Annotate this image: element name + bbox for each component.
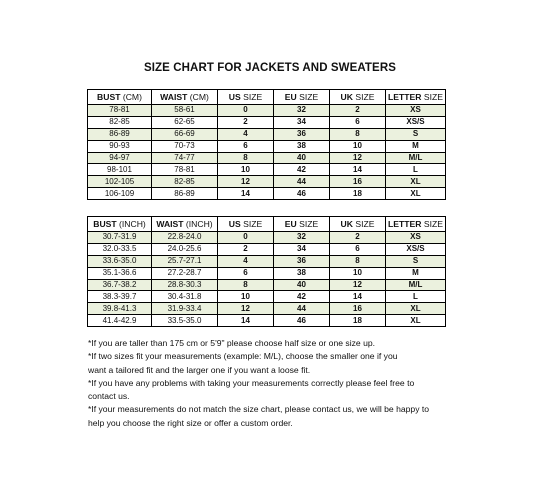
table-row xyxy=(88,291,446,303)
column-header-bold: US xyxy=(228,92,241,102)
table-row xyxy=(88,152,446,164)
column-header-unit: SIZE xyxy=(296,92,319,102)
cell-us-size: 8 xyxy=(218,152,274,164)
size-notes xyxy=(88,337,458,430)
table-row xyxy=(88,116,446,128)
cell-letter-size: XL xyxy=(386,176,446,188)
column-header-eu-size xyxy=(274,90,330,105)
column-header-us-size xyxy=(218,90,274,105)
column-header-eu-size xyxy=(274,217,330,232)
table-header-row xyxy=(88,217,446,232)
cell-uk-size: 10 xyxy=(330,140,386,152)
cell-us-size: 6 xyxy=(218,267,274,279)
cell-bust: 98-101 xyxy=(88,164,152,176)
cell-waist: 86-89 xyxy=(152,188,218,200)
cell-eu-size: 46 xyxy=(274,188,330,200)
cell-eu-size: 44 xyxy=(274,303,330,315)
cell-uk-size: 12 xyxy=(330,279,386,291)
cell-us-size: 0 xyxy=(218,105,274,117)
cell-eu-size: 42 xyxy=(274,164,330,176)
cell-bust: 86-89 xyxy=(88,128,152,140)
cell-bust: 30.7-31.9 xyxy=(88,232,152,244)
cell-letter-size: M/L xyxy=(386,279,446,291)
cell-eu-size: 42 xyxy=(274,291,330,303)
cell-eu-size: 32 xyxy=(274,232,330,244)
column-header-bold: LETTER xyxy=(388,92,422,102)
cell-eu-size: 40 xyxy=(274,152,330,164)
cell-uk-size: 6 xyxy=(330,116,386,128)
note-line: *If your measurements do not match the size chart, please contact us, we will be happy to xyxy=(88,404,430,415)
table-row xyxy=(88,243,446,255)
cell-waist: 70-73 xyxy=(152,140,218,152)
cell-letter-size: XL xyxy=(386,188,446,200)
cell-letter-size: S xyxy=(386,128,446,140)
table-header-row xyxy=(88,90,446,105)
note-line: help you choose the right size or offer a custom order. xyxy=(88,417,293,428)
size-table-cm xyxy=(87,89,446,200)
column-header-unit: (INCH) xyxy=(183,219,213,229)
note-line: *If you have any problems with taking your measurements correctly please feel free to xyxy=(88,377,415,388)
column-header-unit: SIZE xyxy=(421,219,443,229)
cell-bust: 36.7-38.2 xyxy=(88,279,152,291)
cell-letter-size: XL xyxy=(386,315,446,327)
cell-eu-size: 34 xyxy=(274,116,330,128)
cell-us-size: 12 xyxy=(218,303,274,315)
cell-letter-size: XL xyxy=(386,303,446,315)
column-header-uk-size xyxy=(330,217,386,232)
table-row xyxy=(88,232,446,244)
cell-bust: 102-105 xyxy=(88,176,152,188)
cell-eu-size: 38 xyxy=(274,267,330,279)
note-line: *If two sizes fit your measurements (example: M/L), choose the smaller one if you xyxy=(88,351,398,362)
cell-uk-size: 14 xyxy=(330,291,386,303)
cell-waist: 27.2-28.7 xyxy=(152,267,218,279)
table-row xyxy=(88,188,446,200)
cell-eu-size: 38 xyxy=(274,140,330,152)
page-title: SIZE CHART FOR JACKETS AND SWEATERS xyxy=(143,62,397,74)
cell-waist: 66-69 xyxy=(152,128,218,140)
cell-us-size: 4 xyxy=(218,255,274,267)
cell-waist: 31.9-33.4 xyxy=(152,303,218,315)
cell-bust: 38.3-39.7 xyxy=(88,291,152,303)
cell-eu-size: 46 xyxy=(274,315,330,327)
cell-uk-size: 6 xyxy=(330,243,386,255)
cell-us-size: 10 xyxy=(218,164,274,176)
cell-bust: 82-85 xyxy=(88,116,152,128)
column-header-uk-size xyxy=(330,90,386,105)
cell-uk-size: 14 xyxy=(330,164,386,176)
cell-waist: 24.0-25.6 xyxy=(152,243,218,255)
column-header-bold: UK xyxy=(340,219,353,229)
table-row xyxy=(88,279,446,291)
column-header-bold: BUST xyxy=(93,219,117,229)
cell-bust: 78-81 xyxy=(88,105,152,117)
cell-letter-size: L xyxy=(386,291,446,303)
column-header-bold: WAIST xyxy=(160,92,188,102)
column-header-unit: SIZE xyxy=(352,219,375,229)
column-header-bust xyxy=(88,217,152,232)
cell-us-size: 0 xyxy=(218,232,274,244)
cell-letter-size: M xyxy=(386,140,446,152)
column-header-unit: SIZE xyxy=(421,92,443,102)
column-header-unit: SIZE xyxy=(240,219,263,229)
cell-bust: 35.1-36.6 xyxy=(88,267,152,279)
cell-letter-size: XS xyxy=(386,232,446,244)
cell-eu-size: 44 xyxy=(274,176,330,188)
column-header-letter-size xyxy=(386,217,446,232)
column-header-bust xyxy=(88,90,152,105)
cell-uk-size: 10 xyxy=(330,267,386,279)
cell-us-size: 4 xyxy=(218,128,274,140)
cell-bust: 106-109 xyxy=(88,188,152,200)
table-row xyxy=(88,255,446,267)
cell-waist: 25.7-27.1 xyxy=(152,255,218,267)
cell-uk-size: 18 xyxy=(330,315,386,327)
column-header-bold: EU xyxy=(284,92,297,102)
cell-letter-size: XS xyxy=(386,105,446,117)
cell-us-size: 12 xyxy=(218,176,274,188)
cell-us-size: 14 xyxy=(218,315,274,327)
table-row xyxy=(88,315,446,327)
column-header-bold: LETTER xyxy=(388,219,422,229)
cell-waist: 58-61 xyxy=(152,105,218,117)
cell-waist: 62-65 xyxy=(152,116,218,128)
cell-waist: 28.8-30.3 xyxy=(152,279,218,291)
cell-uk-size: 2 xyxy=(330,105,386,117)
cell-us-size: 14 xyxy=(218,188,274,200)
cell-eu-size: 36 xyxy=(274,255,330,267)
cell-uk-size: 16 xyxy=(330,176,386,188)
column-header-unit: (CM) xyxy=(120,92,142,102)
cell-eu-size: 36 xyxy=(274,128,330,140)
cell-us-size: 10 xyxy=(218,291,274,303)
cell-us-size: 2 xyxy=(218,116,274,128)
table-row xyxy=(88,128,446,140)
cell-uk-size: 12 xyxy=(330,152,386,164)
table-row xyxy=(88,176,446,188)
cell-waist: 74-77 xyxy=(152,152,218,164)
cell-us-size: 2 xyxy=(218,243,274,255)
column-header-unit: SIZE xyxy=(240,92,263,102)
cell-uk-size: 16 xyxy=(330,303,386,315)
column-header-bold: UK xyxy=(340,92,353,102)
cell-eu-size: 40 xyxy=(274,279,330,291)
column-header-bold: EU xyxy=(284,219,297,229)
cell-bust: 94-97 xyxy=(88,152,152,164)
cell-bust: 32.0-33.5 xyxy=(88,243,152,255)
cell-uk-size: 2 xyxy=(330,232,386,244)
cell-waist: 78-81 xyxy=(152,164,218,176)
cell-letter-size: XS/S xyxy=(386,243,446,255)
note-line: want a tailored fit and the larger one if you want a loose fit. xyxy=(88,364,311,375)
cell-letter-size: S xyxy=(386,255,446,267)
cell-us-size: 8 xyxy=(218,279,274,291)
cell-eu-size: 32 xyxy=(274,105,330,117)
table-row xyxy=(88,105,446,117)
cell-bust: 90-93 xyxy=(88,140,152,152)
note-line: contact us. xyxy=(88,391,130,402)
cell-letter-size: L xyxy=(386,164,446,176)
cell-eu-size: 34 xyxy=(274,243,330,255)
cell-letter-size: M xyxy=(386,267,446,279)
column-header-unit: (CM) xyxy=(187,92,209,102)
column-header-waist xyxy=(152,217,218,232)
column-header-unit: SIZE xyxy=(296,219,319,229)
cell-bust: 39.8-41.3 xyxy=(88,303,152,315)
cell-bust: 41.4-42.9 xyxy=(88,315,152,327)
cell-bust: 33.6-35.0 xyxy=(88,255,152,267)
column-header-bold: WAIST xyxy=(156,219,184,229)
column-header-bold: US xyxy=(228,219,241,229)
cell-waist: 33.5-35.0 xyxy=(152,315,218,327)
table-row xyxy=(88,267,446,279)
cell-uk-size: 18 xyxy=(330,188,386,200)
cell-waist: 22.8-24.0 xyxy=(152,232,218,244)
cell-letter-size: M/L xyxy=(386,152,446,164)
column-header-unit: (INCH) xyxy=(116,219,146,229)
cell-uk-size: 8 xyxy=(330,128,386,140)
column-header-bold: BUST xyxy=(97,92,121,102)
table-row xyxy=(88,164,446,176)
cell-waist: 30.4-31.8 xyxy=(152,291,218,303)
cell-waist: 82-85 xyxy=(152,176,218,188)
column-header-letter-size xyxy=(386,90,446,105)
cell-us-size: 6 xyxy=(218,140,274,152)
column-header-waist xyxy=(152,90,218,105)
size-table-inch xyxy=(87,216,446,327)
table-row xyxy=(88,140,446,152)
cell-letter-size: XS/S xyxy=(386,116,446,128)
table-row xyxy=(88,303,446,315)
cell-uk-size: 8 xyxy=(330,255,386,267)
note-line: *If you are taller than 175 cm or 5'9" please choose half size or one size up. xyxy=(88,338,376,348)
column-header-us-size xyxy=(218,217,274,232)
column-header-unit: SIZE xyxy=(352,92,375,102)
